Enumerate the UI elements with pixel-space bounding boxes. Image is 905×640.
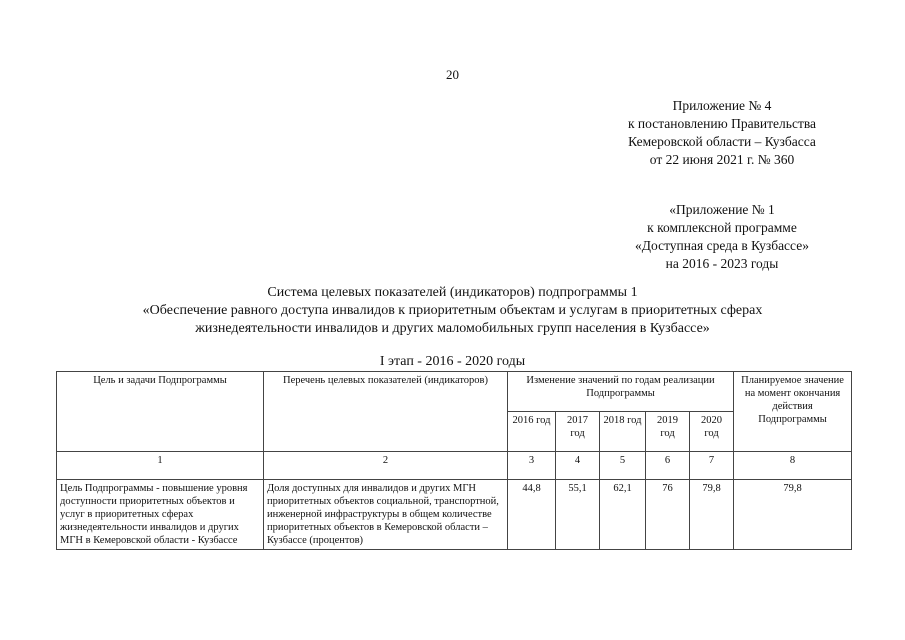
program-appendix-line: «Доступная среда в Кузбассе» <box>635 238 809 253</box>
page-number: 20 <box>446 67 459 82</box>
header-planned: Планируемое значение на момент окончания действия Подпрограммы <box>734 372 852 452</box>
program-appendix-line: на 2016 - 2023 годы <box>665 256 779 271</box>
stage-heading: I этап - 2016 - 2020 годы <box>379 354 526 369</box>
value-cell: 76 <box>646 480 690 550</box>
header-changes: Изменение значений по годам реализации Подпрограммы <box>508 372 734 412</box>
program-appendix-header <box>600 201 844 273</box>
title-line: «Обеспечение равного доступа инвалидов к приоритетным объектам и услугам в приоритетных сферах <box>142 303 763 318</box>
planned-cell: 79,8 <box>734 480 852 550</box>
appendix-header-line: Кемеровской области – Кузбасса <box>628 134 816 149</box>
program-appendix-line: к комплексной программе <box>647 220 797 235</box>
column-number: 7 <box>690 452 734 480</box>
column-number: 1 <box>57 452 264 480</box>
column-number: 2 <box>264 452 508 480</box>
document-title <box>40 284 865 338</box>
column-number: 8 <box>734 452 852 480</box>
appendix-header-line: к постановлению Правительства <box>627 116 817 131</box>
header-goal: Цель и задачи Подпрограммы <box>57 372 264 452</box>
header-year: 2017 год <box>556 412 600 452</box>
appendix-header-line: от 22 июня 2021 г. № 360 <box>649 152 795 167</box>
header-year: 2020 год <box>690 412 734 452</box>
goal-cell: Цель Подпрограммы - повышение уровня доступности приоритетных объектов и услуг в приоритетных сферах жизнедеятельности инвалидов и других МГН в Кемеровской области - Кузбассе <box>57 480 264 550</box>
header-indicators: Перечень целевых показателей (индикаторов) <box>264 372 508 452</box>
value-cell: 44,8 <box>508 480 556 550</box>
appendix-header <box>600 97 844 169</box>
header-year: 2016 год <box>508 412 556 452</box>
column-number: 4 <box>556 452 600 480</box>
header-year: 2019 год <box>646 412 690 452</box>
column-number: 5 <box>600 452 646 480</box>
program-appendix-line: «Приложение № 1 <box>669 202 775 217</box>
title-line: жизнедеятельности инвалидов и других маломобильных групп населения в Кузбассе» <box>195 321 710 336</box>
title-line: Система целевых показателей (индикаторов) подпрограммы 1 <box>267 285 638 300</box>
indicators-table <box>56 371 852 550</box>
value-cell: 62,1 <box>600 480 646 550</box>
value-cell: 55,1 <box>556 480 600 550</box>
column-number: 3 <box>508 452 556 480</box>
appendix-header-line: Приложение № 4 <box>672 98 772 113</box>
value-cell: 79,8 <box>690 480 734 550</box>
column-number: 6 <box>646 452 690 480</box>
header-year: 2018 год <box>600 412 646 452</box>
table-row <box>57 480 852 550</box>
indicator-cell: Доля доступных для инвалидов и других МГН приоритетных объектов социальной, транспортной, инженерной инфраструктуры в общем количестве приоритетных объектов в Кемеровской области – Кузбассе (процентов) <box>264 480 508 550</box>
